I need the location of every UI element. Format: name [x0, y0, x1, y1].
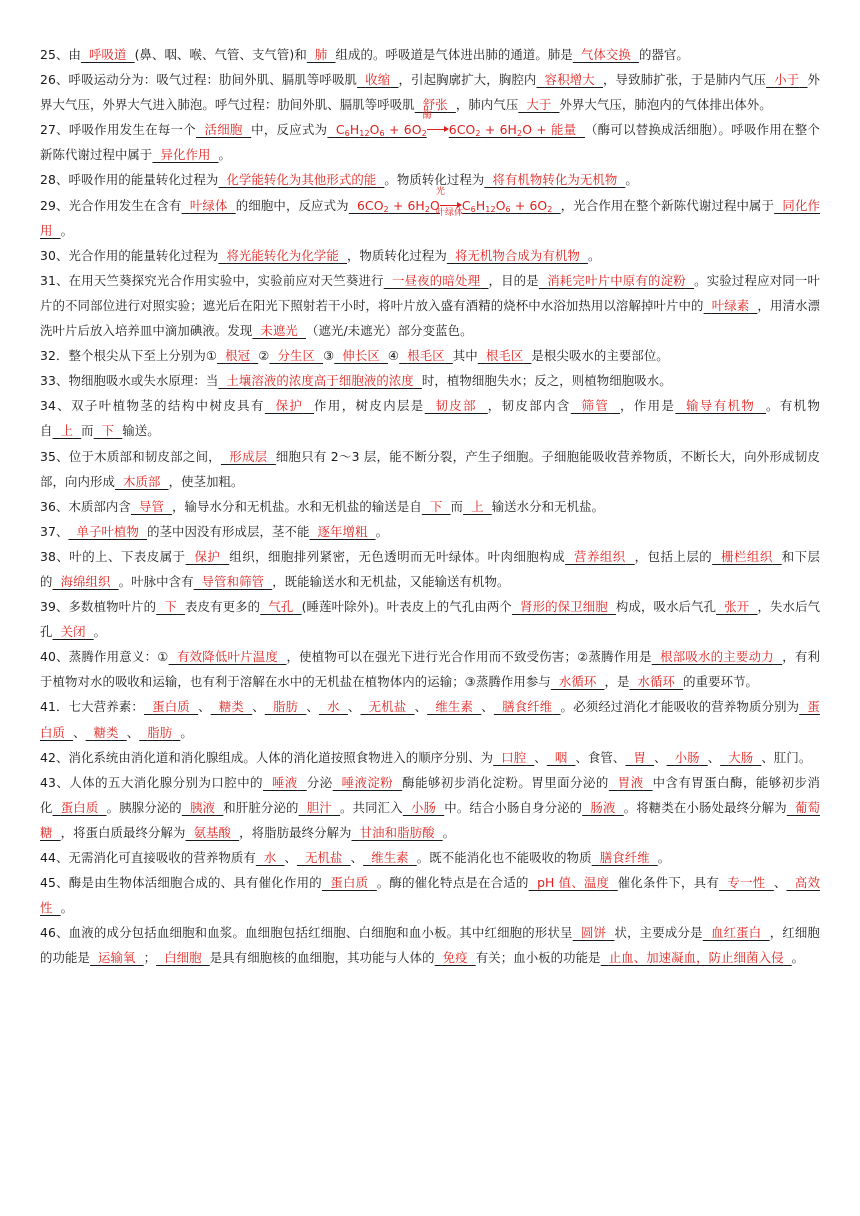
question-text: 催化条件下，具有 [617, 875, 719, 891]
answer-blank: 胆汁 [306, 799, 332, 815]
answer-blank: 保护 [194, 548, 221, 564]
question-text: (鼻、咽、喉、气管、支气管)和 [134, 47, 307, 62]
question-text: ，韧皮部内含 [487, 398, 571, 414]
answer-blank: 下 [164, 599, 177, 615]
answer-blank: 异化作用 [160, 147, 211, 163]
question-text: 43、人体的五大消化腺分别为口腔中的 [40, 774, 264, 790]
answer-blank: 氨基酸 [193, 824, 232, 840]
question-text: 。共同汇入 [340, 799, 403, 815]
answer-blank: 将无机物合成为有机物 [454, 247, 580, 263]
answer-blank: 高效性 [40, 875, 821, 916]
question-q43 [40, 770, 820, 845]
question-text: 的重要环节。 [683, 674, 759, 690]
answer-blank: 上 [60, 423, 74, 439]
question-text: 、食管、 [575, 749, 626, 765]
answer-blank: 血红蛋白 [710, 925, 762, 941]
question-text: 的茎中因没有形成层，茎不能 [147, 523, 310, 539]
question-text: 37、 [40, 523, 69, 539]
answer-blank: 小于 [774, 72, 800, 88]
answer-blank: 膳食纤维 [599, 850, 650, 865]
answer-blank: 将有机物转化为无机物 [492, 172, 618, 188]
question-text: ，用清水漂洗叶片后放入培养皿中滴加碘液。发现 [40, 297, 820, 339]
question-text: ，目的是 [488, 272, 539, 288]
question-text: 外界大气压，外界大气进入肺泡。呼气过程：肋间外肌、膈肌等呼吸肌 [40, 72, 821, 113]
answer-blank: 同化作用 [40, 197, 821, 238]
question-text: ； [143, 950, 157, 966]
answer-blank: 化学能转化为其他形式的能 [226, 172, 377, 188]
question-text: 、 [414, 699, 428, 715]
question-text: ，肺内气压 [455, 97, 519, 113]
question-text: 酶能够初步消化淀粉。胃里面分泌的 [402, 774, 609, 790]
equation-products: $C_6H_{12}O_6 + 6O_2$ [461, 197, 553, 214]
question-q34 [40, 393, 820, 443]
answer-blank: 脂肪 [147, 724, 173, 740]
answer-blank: 脂肪 [273, 699, 299, 715]
answer-blank: 根冠 [225, 348, 251, 364]
answer-blank: 伸长区 [342, 348, 380, 364]
question-text: 35、位于木质部和韧皮部之间， [40, 448, 221, 464]
reaction-arrow [435, 186, 464, 218]
question-text: 中。结合小肠自身分泌的 [444, 799, 583, 815]
question-q40 [40, 644, 820, 694]
answer-blank: 口腔 [501, 749, 527, 765]
answer-blank: 叶绿体 [189, 197, 228, 213]
question-q26 [40, 67, 820, 117]
question-text: 、 [73, 724, 86, 740]
question-q30 [40, 243, 820, 268]
answer-blank: 糖类 [93, 724, 119, 740]
question-text: 41．七大营养素： [40, 699, 144, 715]
question-text: 细胞只有 2～3 层，能不断分裂，产生子细胞。子细胞能吸收营养物质，不断长大，向外形成韧皮部，向内形成 [40, 448, 820, 489]
question-text: 中含有胃蛋白酶，能够初步消化 [40, 774, 821, 815]
question-text: 45、酶是由生物体活细胞合成的、具有催化作用的 [40, 875, 322, 891]
question-text: 33、物细胞吸水或失水原理：当 [40, 373, 219, 389]
answer-blank: 葡萄糖 [40, 799, 821, 840]
photosynthesis-equation [349, 186, 561, 218]
question-text: 而 [81, 423, 94, 439]
answer-blank: 逐年增粗 [317, 523, 368, 539]
reaction-condition: 酶 [422, 111, 432, 122]
question-text: ，既能输送水和无机盐，又能输送有机物。 [272, 573, 510, 589]
answer-blank: 蛋白质 [330, 875, 369, 891]
answer-blank: 海绵组织 [60, 573, 111, 589]
answer-blank: 蛋白质 [40, 699, 820, 740]
question-text: 中，反应式为 [251, 122, 328, 138]
question-text: 有关；血小板的功能是 [475, 950, 601, 966]
question-q45 [40, 870, 820, 920]
question-text: 。有机物自 [40, 398, 821, 439]
question-text: 32．整个根尖从下至上分别为① [40, 348, 218, 364]
question-text: 25、由 [40, 47, 81, 62]
question-text: 组织，细胞排列紧密，无色透明而无叶绿体。叶肉细胞构成 [229, 548, 566, 564]
question-q41 [40, 694, 820, 744]
answer-blank: 大于 [526, 97, 552, 113]
question-text: 46、血液的成分包括血细胞和血浆。血细胞包括红细胞、白细胞和血小板。其中红细胞的形状呈 [40, 925, 573, 941]
answer-blank: 气孔 [268, 599, 294, 615]
question-text: 外界大气压，肺泡内的气体排出体外。 [559, 97, 772, 113]
question-text: ，将蛋白质最终分解为 [60, 824, 186, 840]
reaction-arrow [422, 111, 449, 133]
question-text: 时，植物细胞失水；反之，则植物细胞吸水。 [421, 373, 672, 389]
question-q42 [40, 745, 820, 770]
question-q39 [40, 594, 820, 644]
question-text: 36、木质部内含 [40, 498, 131, 514]
question-text: ，引起胸廓扩大，胸腔内 [398, 72, 537, 88]
question-q38 [40, 544, 820, 594]
question-text: 。 [587, 247, 601, 263]
question-text: 、 [350, 850, 364, 865]
answer-blank: 维生素 [371, 850, 409, 865]
answer-blank: 咽 [554, 749, 568, 765]
answer-blank: 分生区 [277, 348, 315, 364]
answer-blank: 水 [327, 699, 340, 715]
question-text: 、肛门。 [761, 749, 812, 765]
answer-blank: 叶绿素 [711, 297, 750, 313]
equation-reactants: $6CO_2 + 6H_2O$ [356, 197, 440, 214]
answer-blank: 无机盐 [368, 699, 407, 715]
question-text: 、 [306, 699, 319, 715]
question-text: 。将糖类在小肠处最终分解为 [623, 799, 787, 815]
question-text: 40、蒸腾作用意义：① [40, 649, 169, 665]
question-text: 而 [450, 498, 464, 514]
answer-blank: 蛋白质 [152, 699, 190, 715]
respiration-equation [327, 111, 585, 139]
question-text: ，作用是 [619, 398, 676, 414]
answer-blank: 白细胞 [164, 950, 202, 966]
question-text: ，失水后气孔 [40, 599, 821, 640]
answer-blank: 栅栏组织 [721, 548, 773, 564]
answer-blank: 膳食纤维 [502, 699, 553, 715]
question-text: 44、无需消化可直接吸收的营养物质有 [40, 850, 256, 865]
answer-blank: 蛋白质 [60, 799, 99, 815]
question-text: ④ [387, 348, 400, 364]
question-text: 是根尖吸水的主要部位。 [531, 348, 669, 364]
answer-blank: 根部吸水的主要动力 [660, 649, 774, 665]
question-text: ，有利于植物对水的吸收和运输，也有利于溶解在水中的无机盐在植物体内的运输；③蒸腾作用参与 [40, 649, 820, 690]
answer-blank: 糖类 [218, 699, 244, 715]
question-text: 构成，吸水后气孔 [615, 599, 717, 615]
question-text: 的器官。 [638, 47, 689, 62]
question-text: 、 [707, 749, 721, 765]
answer-blank: 水循环 [558, 674, 597, 690]
question-text: 。物质转化过程为 [384, 172, 485, 188]
question-q37 [40, 519, 820, 544]
question-text: 34、双子叶植物茎的结构中树皮具有 [40, 398, 265, 414]
answer-blank: 关闭 [60, 624, 86, 640]
answer-blank: 无机盐 [305, 850, 343, 865]
answer-blank: 运输氧 [98, 950, 136, 966]
answer-blank: 专一性 [727, 875, 766, 891]
question-text: 、 [773, 875, 787, 891]
question-text: ，光合作用在整个新陈代谢过程中属于 [560, 197, 775, 213]
question-text: 28、呼吸作用的能量转化过程为 [40, 172, 219, 188]
answer-blank: 舒张 [422, 97, 448, 113]
question-text: 。既不能消化也不能吸收的物质 [416, 850, 592, 865]
answer-blank: 水循环 [637, 674, 676, 690]
answer-blank: 肠液 [590, 799, 616, 815]
answer-blank: 胰液 [190, 799, 216, 815]
question-text: 。必须经过消化才能吸收的营养物质分别为 [560, 699, 800, 715]
question-text: 、 [481, 699, 494, 715]
question-text: (睡莲叶除外)。叶表皮上的气孔由两个 [301, 599, 512, 615]
answer-blank: 导管 [139, 498, 164, 514]
question-text: 、 [534, 749, 547, 765]
question-text: 、 [126, 724, 140, 740]
question-text: 。 [657, 850, 671, 865]
question-q28 [40, 167, 820, 192]
answer-blank: 小肠 [410, 799, 437, 815]
question-text: 27、呼吸作用发生在每一个 [40, 122, 196, 138]
question-text: 。叶脉中含有 [118, 573, 194, 589]
answer-blank: 甘油和脂肪酸 [359, 824, 435, 840]
answer-blank: 气体交换 [580, 47, 631, 62]
answer-blank: 将光能转化为化学能 [226, 247, 339, 263]
answer-blank: 土壤溶液的浓度高于细胞液的浓度 [226, 373, 414, 389]
answer-blank: 输导有机物 [686, 398, 756, 414]
question-text: ③ [323, 348, 335, 364]
answer-blank: 唾液淀粉 [341, 774, 394, 790]
question-text: 表皮有更多的 [185, 599, 261, 615]
answer-blank: 大肠 [728, 749, 754, 765]
question-text: 和肝脏分泌的 [223, 799, 299, 815]
question-text: 。 [60, 222, 74, 238]
question-q25 [40, 42, 820, 67]
answer-blank: 容积增大 [544, 72, 595, 88]
answer-blank: 胃液 [617, 774, 644, 790]
question-text: 。酶的催化特点是在合适的 [376, 875, 529, 891]
answer-blank: 单子叶植物 [76, 523, 139, 539]
question-text: 。实验过程应对同一叶片的不同部位进行对照实验；遮光后在阳光下照射若干小时，将叶片放入盛有酒精的烧杯中水浴加热用以溶解掉叶片中的 [40, 272, 820, 313]
question-text: 30、光合作用的能量转化过程为 [40, 247, 219, 263]
question-text: 是具有细胞核的血细胞，其功能与人体的 [209, 950, 435, 966]
answer-blank: 唾液 [272, 774, 298, 790]
question-text: 。 [180, 724, 193, 740]
question-text: 输送水分和无机盐。 [491, 498, 605, 514]
answer-blank: 免疫 [442, 950, 468, 966]
answer-blank: 消耗完叶片中原有的淀粉 [547, 272, 686, 288]
answer-blank: 活细胞 [204, 122, 243, 138]
answer-blank: 圆饼 [580, 925, 607, 941]
answer-blank: 根毛区 [407, 348, 445, 364]
question-text: 。 [442, 824, 456, 840]
question-text: 。胰腺分泌的 [106, 799, 182, 815]
answer-blank: 未遮光 [260, 323, 298, 339]
answer-blank: 一昼夜的暗处理 [391, 272, 481, 288]
answer-blank: 肾形的保卫细胞 [520, 599, 608, 615]
equation-reactants: $C_6H_{12}O_6 + 6O_2$ [335, 122, 427, 139]
question-text: 。 [791, 950, 805, 966]
answer-blank: pH 值、温度 [537, 875, 610, 891]
question-text: ，是 [604, 674, 630, 690]
answer-blank: 水 [263, 850, 277, 865]
answer-blank: 止血、加速凝血，防止细菌入侵 [608, 950, 784, 966]
reaction-condition-below: 叶绿体 [435, 207, 464, 218]
question-text: 。 [218, 147, 232, 163]
question-q36 [40, 494, 820, 519]
answer-blank: 张开 [724, 599, 750, 615]
reaction-condition: 光 [435, 186, 446, 197]
question-text: 26、呼吸运动分为：吸气过程：肋间外肌、膈肌等呼吸肌 [40, 72, 358, 88]
question-q35 [40, 444, 820, 494]
question-text: 38、叶的上、下表皮属于 [40, 548, 186, 564]
answer-blank: 呼吸道 [89, 47, 127, 62]
question-q27 [40, 111, 820, 167]
question-text: ，输导水分和无机盐。水和无机盐的输送是自 [172, 498, 422, 514]
question-text: 、 [347, 699, 361, 715]
question-text: 作用，树皮内层是 [314, 398, 425, 414]
question-text: ，导致肺扩张，于是肺内气压 [603, 72, 767, 88]
answer-blank: 形成层 [229, 448, 268, 464]
question-text: 分泌 [306, 774, 333, 790]
question-text: （遮光/未遮光）部分变蓝色。 [305, 323, 473, 339]
question-text: 42、消化系统由消化道和消化腺组成。人体的消化道按照食物进入的顺序分别、为 [40, 749, 494, 765]
answer-blank: 营养组织 [574, 548, 626, 564]
document-page [40, 42, 820, 970]
question-text: 和下层的 [40, 548, 821, 589]
answer-blank: 根毛区 [485, 348, 524, 364]
answer-blank: 筛管 [581, 398, 610, 414]
question-text: 。 [60, 900, 74, 916]
equation-products: $6CO_2 + 6H_2O$ + 能量 [448, 122, 577, 139]
question-text: 。 [625, 172, 638, 188]
question-text: 。 [375, 523, 389, 539]
question-text: ，物质转化过程为 [346, 247, 447, 263]
question-text: 组成的。呼吸道是气体进出肺的通道。肺是 [335, 47, 573, 62]
question-text: ，使植物可以在强光下进行光合作用而不致受伤害；②蒸腾作用是 [286, 649, 652, 665]
question-text: （酶可以替换成活细胞）。呼吸作用在整个新陈代谢过程中属于 [40, 122, 820, 163]
answer-blank: 维生素 [435, 699, 474, 715]
question-q46 [40, 920, 820, 970]
question-text: ，使茎加粗。 [168, 473, 244, 489]
answer-blank: 下 [101, 423, 115, 439]
question-text: ，包括上层的 [634, 548, 713, 564]
question-text: 状，主要成分是 [614, 925, 703, 941]
question-text: 39、多数植物叶片的 [40, 599, 157, 615]
answer-blank: 保护 [275, 398, 304, 414]
question-q33 [40, 368, 820, 393]
question-text: 输送。 [122, 423, 160, 439]
answer-blank: 小肠 [674, 749, 700, 765]
question-text: 、 [654, 749, 667, 765]
question-text: ，红细胞的功能是 [40, 925, 820, 966]
question-text: 。 [93, 624, 107, 640]
question-text: 的细胞中，反应式为 [235, 197, 349, 213]
question-text: ② [258, 348, 270, 364]
question-q44 [40, 845, 820, 870]
question-text: 、 [284, 850, 297, 865]
question-text: 、 [252, 699, 265, 715]
question-text: 31、在用天竺葵探究光合作用实验中，实验前应对天竺葵进行 [40, 272, 384, 288]
question-q32 [40, 343, 820, 368]
question-text: 29、光合作用发生在含有 [40, 197, 182, 213]
question-text: 其中 [452, 348, 478, 364]
answer-blank: 有效降低叶片温度 [176, 649, 279, 665]
answer-blank: 导管和筛管 [201, 573, 265, 589]
question-q31 [40, 268, 820, 343]
answer-blank: 收缩 [365, 72, 391, 88]
question-q29 [40, 186, 821, 243]
question-text: ，将脂肪最终分解为 [239, 824, 352, 840]
question-text: 、 [198, 699, 211, 715]
answer-blank: 韧皮部 [435, 398, 477, 414]
answer-blank: 胃 [633, 749, 646, 765]
answer-blank: 下 [429, 498, 443, 514]
answer-blank: 上 [471, 498, 484, 514]
answer-blank: 木质部 [123, 473, 161, 489]
answer-blank: 肺 [314, 47, 328, 62]
